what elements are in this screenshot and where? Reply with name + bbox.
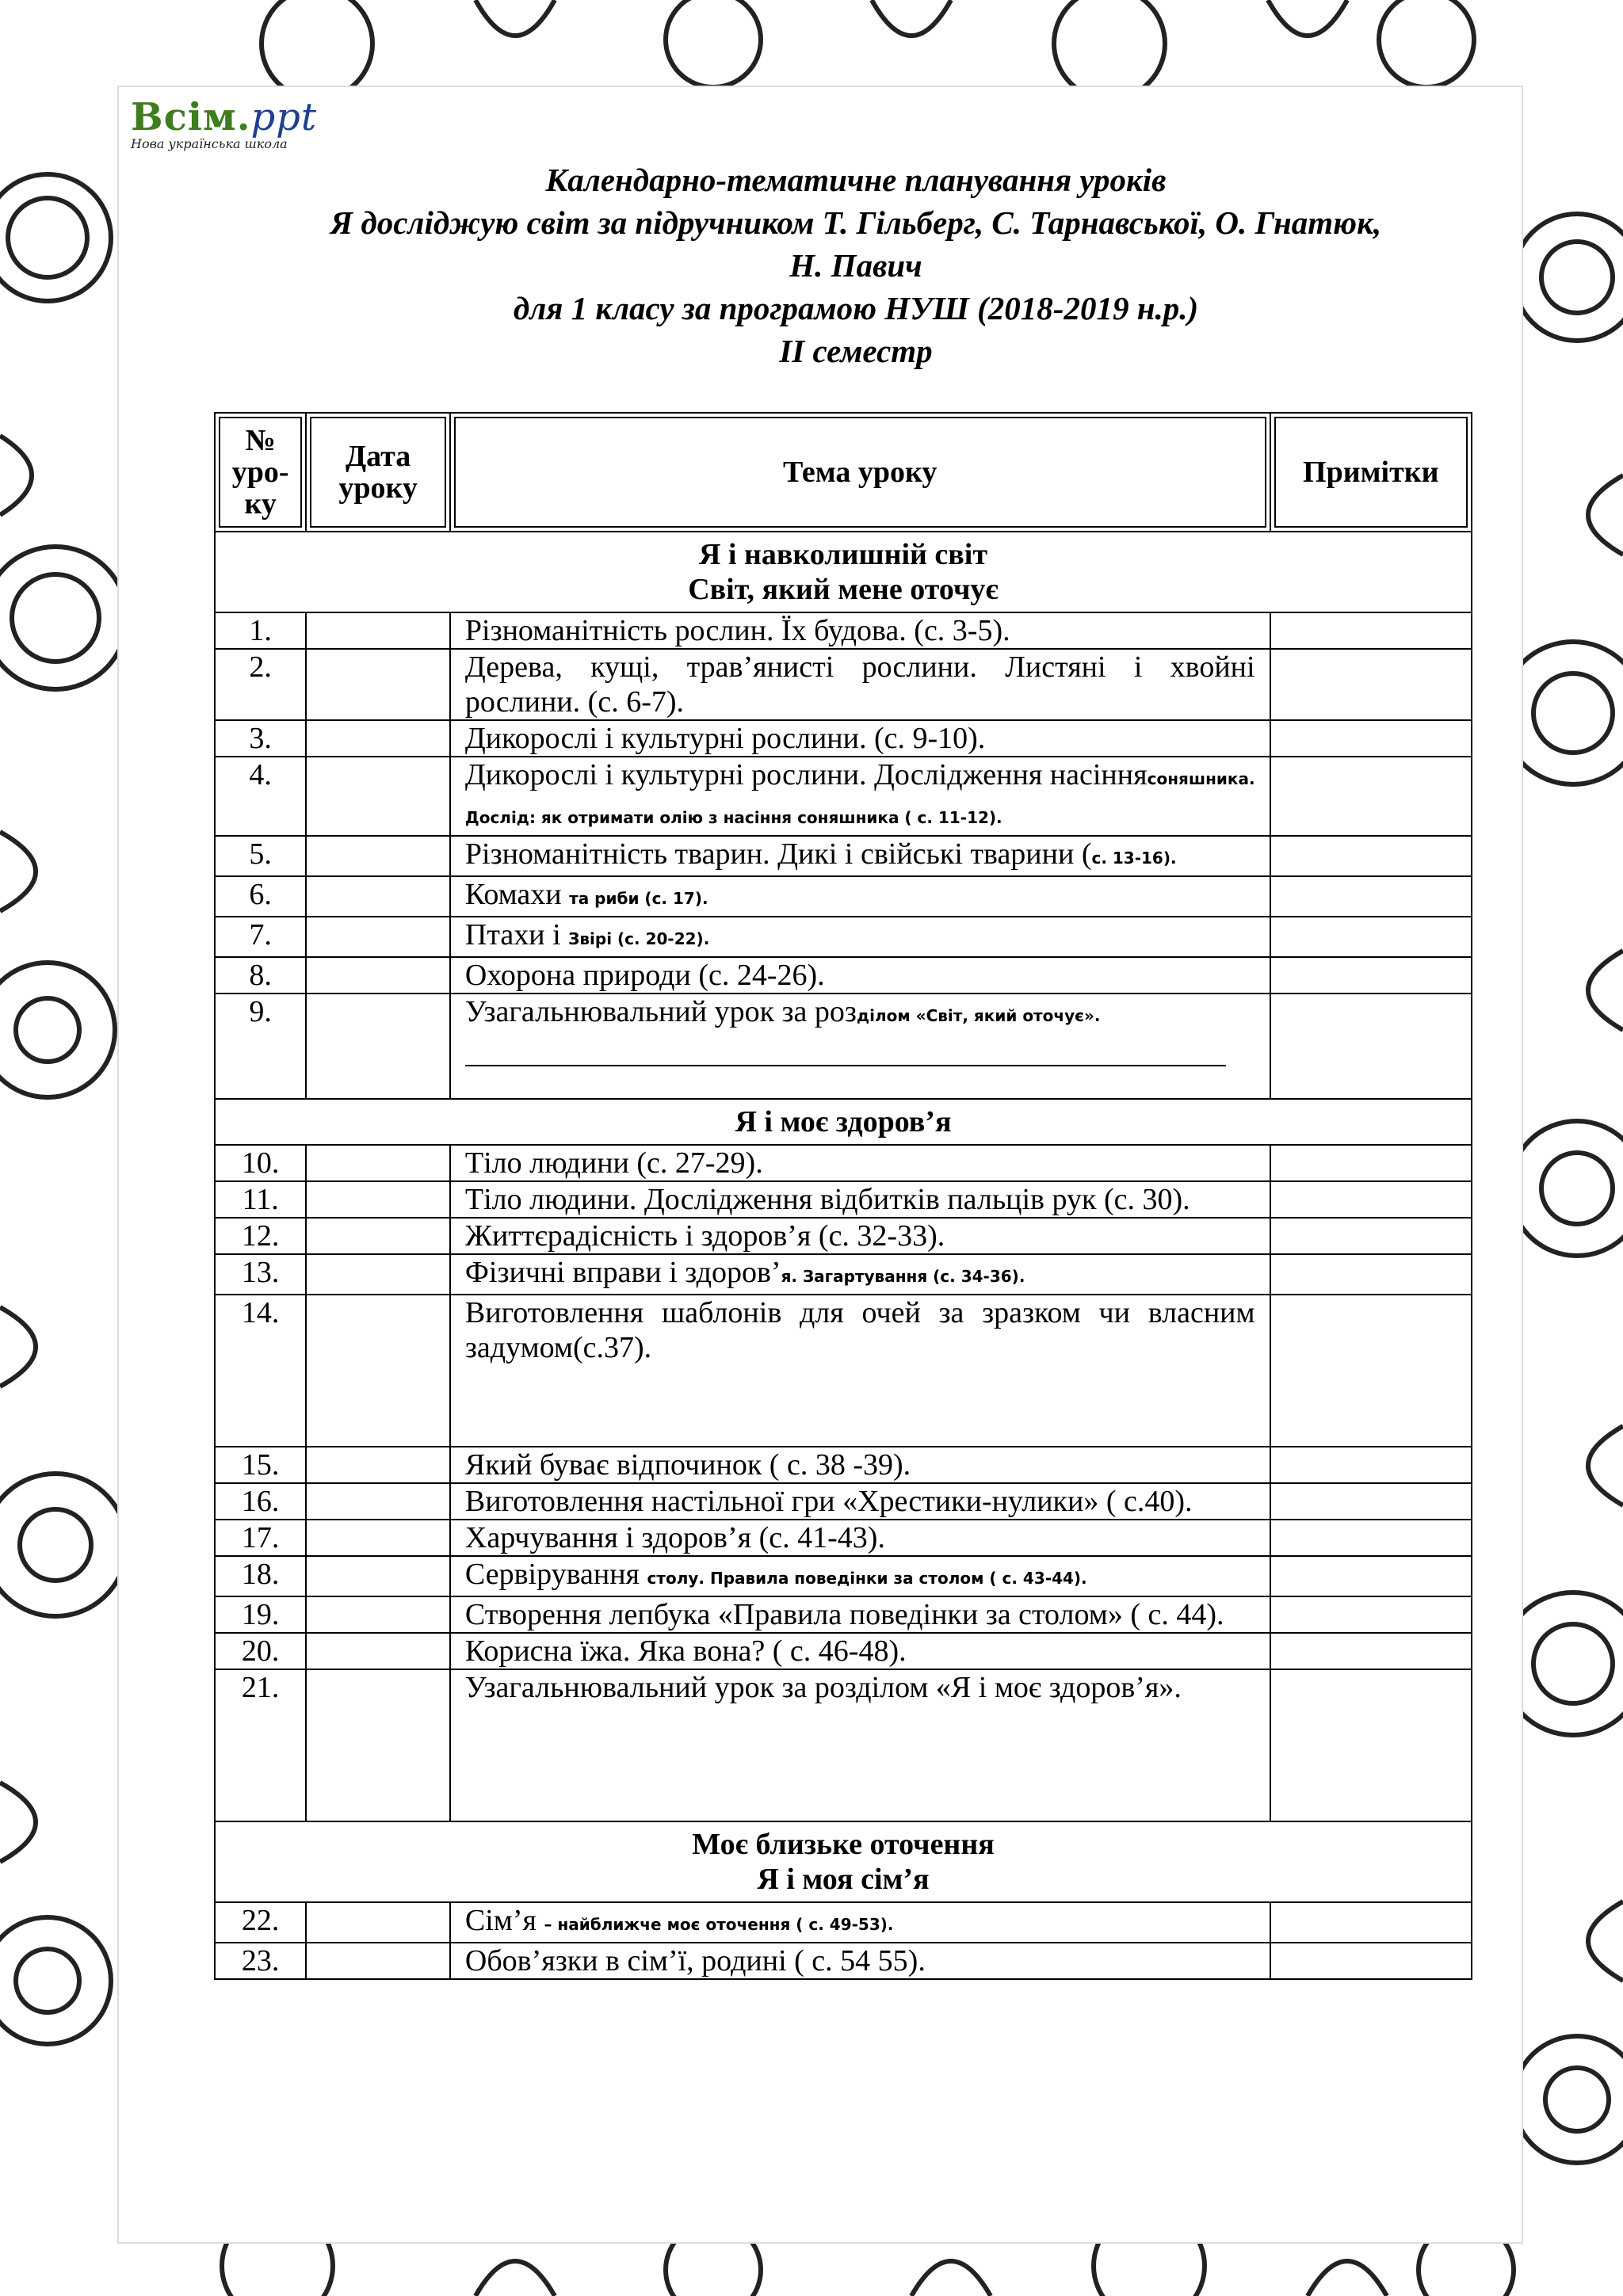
lesson-number: 5.	[215, 836, 306, 876]
table-row	[215, 917, 1472, 957]
table-row	[215, 1943, 1472, 1979]
lesson-number: 4.	[215, 757, 306, 836]
lesson-date	[306, 876, 450, 917]
lesson-topic: Дикорослі і культурні рослини. (с. 9-10).	[450, 720, 1270, 757]
lesson-date	[306, 1181, 450, 1218]
lesson-notes	[1270, 1295, 1472, 1447]
lesson-notes	[1270, 957, 1472, 994]
lesson-date	[306, 612, 450, 649]
lesson-notes	[1270, 994, 1472, 1099]
lesson-topic: Сервірування столу. Правила поведінки за столом ( с. 43-44).	[450, 1556, 1270, 1596]
lesson-notes	[1270, 757, 1472, 836]
document-title	[214, 158, 1498, 372]
lesson-number: 1.	[215, 612, 306, 649]
lesson-topic: Узагальнювальний урок за розділом «Я і моє здоров’я».	[450, 1669, 1270, 1821]
lesson-notes	[1270, 1254, 1472, 1295]
title-line-3: Н. Павич	[789, 247, 922, 284]
lesson-notes	[1270, 1218, 1472, 1254]
lesson-date	[306, 1295, 450, 1447]
lesson-topic: Виготовлення шаблонів для очей за зразком чи власним задумом(с.37).	[450, 1295, 1270, 1447]
section-header-row	[215, 1099, 1472, 1145]
lesson-notes	[1270, 1902, 1472, 1943]
title-line-1: Календарно-тематичне планування уроків	[545, 162, 1167, 198]
lesson-notes	[1270, 1447, 1472, 1483]
lesson-topic: Створення лепбука «Правила поведінки за столом» ( с. 44).	[450, 1596, 1270, 1633]
lesson-topic: Виготовлення настільної гри «Хрестики-нулики» ( с.40).	[450, 1483, 1270, 1520]
lesson-topic: Обов’язки в сім’ї, родині ( с. 54 55).	[450, 1943, 1270, 1979]
lesson-topic: Тіло людини. Дослідження відбитків пальців рук (с. 30).	[450, 1181, 1270, 1218]
header-topic: Тема уроку	[454, 417, 1266, 528]
table-row	[215, 720, 1472, 757]
title-line-2: Я досліджую світ за підручником Т. Гільберг, С. Тарнавської, О. Гнатюк,	[330, 204, 1382, 241]
lesson-date	[306, 1483, 450, 1520]
lesson-notes	[1270, 1520, 1472, 1556]
table-row	[215, 836, 1472, 876]
title-line-4: для 1 класу за програмою НУШ (2018-2019 н.р.)	[513, 290, 1199, 326]
table-row	[215, 994, 1472, 1099]
lesson-date	[306, 1145, 450, 1181]
table-row	[215, 612, 1472, 649]
header-date: Дата уроку	[310, 417, 446, 528]
lesson-number: 14.	[215, 1295, 306, 1447]
lesson-notes	[1270, 1483, 1472, 1520]
lesson-date	[306, 720, 450, 757]
lesson-number: 17.	[215, 1520, 306, 1556]
table-row	[215, 1633, 1472, 1669]
section-header-row	[215, 1821, 1472, 1902]
site-logo: Всім.ppt Нова українська школа	[131, 95, 318, 151]
lesson-topic: Життєрадісність і здоров’я (с. 32-33).	[450, 1218, 1270, 1254]
lesson-number: 9.	[215, 994, 306, 1099]
lesson-topic: Різноманітність рослин. Їх будова. (с. 3-5).	[450, 612, 1270, 649]
table-row	[215, 1596, 1472, 1633]
lesson-date	[306, 757, 450, 836]
table-row	[215, 1447, 1472, 1483]
lesson-number: 18.	[215, 1556, 306, 1596]
lesson-date	[306, 917, 450, 957]
lesson-number: 16.	[215, 1483, 306, 1520]
lesson-date	[306, 994, 450, 1099]
lesson-notes	[1270, 1556, 1472, 1596]
lesson-number: 8.	[215, 957, 306, 994]
lesson-date	[306, 1902, 450, 1943]
lesson-number: 22.	[215, 1902, 306, 1943]
table-row	[215, 1669, 1472, 1821]
lesson-number: 15.	[215, 1447, 306, 1483]
lesson-topic: Дерева, кущі, трав’янисті рослини. Листяні і хвойні рослини. (с. 6-7).	[450, 649, 1270, 720]
lesson-notes	[1270, 1181, 1472, 1218]
section-title: Моє близьке оточення Я і моя сім’я	[215, 1821, 1472, 1902]
lesson-topic: Різноманітність тварин. Дикі і свійські тварини (с. 13-16).	[450, 836, 1270, 876]
section-header-row	[215, 532, 1472, 612]
lesson-date	[306, 1520, 450, 1556]
lesson-number: 12.	[215, 1218, 306, 1254]
table-row	[215, 1520, 1472, 1556]
lesson-notes	[1270, 836, 1472, 876]
lesson-number: 7.	[215, 917, 306, 957]
lesson-number: 6.	[215, 876, 306, 917]
lesson-date	[306, 1669, 450, 1821]
lesson-number: 10.	[215, 1145, 306, 1181]
lesson-date	[306, 649, 450, 720]
table-row	[215, 957, 1472, 994]
table-row	[215, 1145, 1472, 1181]
lesson-date	[306, 836, 450, 876]
lesson-number: 19.	[215, 1596, 306, 1633]
lesson-notes	[1270, 1943, 1472, 1979]
lesson-notes	[1270, 917, 1472, 957]
lesson-topic: Сім’я – найближче моє оточення ( с. 49-53).	[450, 1902, 1270, 1943]
lesson-date	[306, 1596, 450, 1633]
table-row	[215, 1254, 1472, 1295]
lesson-notes	[1270, 649, 1472, 720]
table-row	[215, 1181, 1472, 1218]
lesson-date	[306, 1633, 450, 1669]
table-row	[215, 1483, 1472, 1520]
lesson-notes	[1270, 1669, 1472, 1821]
lesson-notes	[1270, 876, 1472, 917]
lesson-topic: Харчування і здоров’я (с. 41-43).	[450, 1520, 1270, 1556]
table-row	[215, 1295, 1472, 1447]
lesson-number: 13.	[215, 1254, 306, 1295]
lesson-topic: Який буває відпочинок ( с. 38 -39).	[450, 1447, 1270, 1483]
lesson-number: 11.	[215, 1181, 306, 1218]
lesson-topic: Комахи та риби (с. 17).	[450, 876, 1270, 917]
lesson-notes	[1270, 720, 1472, 757]
lesson-number: 2.	[215, 649, 306, 720]
lesson-date	[306, 1447, 450, 1483]
lesson-topic: Тіло людини (с. 27-29).	[450, 1145, 1270, 1181]
document-page	[119, 87, 1522, 2242]
table-row	[215, 1556, 1472, 1596]
header-notes: Примітки	[1274, 417, 1468, 528]
lesson-topic: Фізичні вправи і здоров’я. Загартування (с. 34-36).	[450, 1254, 1270, 1295]
section-title: Я і навколишній світ Світ, який мене оточує	[215, 532, 1472, 612]
lesson-number: 3.	[215, 720, 306, 757]
table-header-row	[215, 413, 1472, 532]
lesson-date	[306, 1943, 450, 1979]
table-row	[215, 1218, 1472, 1254]
lesson-topic: Дикорослі і культурні рослини. Дослідження насіннясоняшника. Дослід: як отримати олію з насіння соняшника ( с. 11-12).	[450, 757, 1270, 836]
lesson-topic: Птахи і Звірі (с. 20-22).	[450, 917, 1270, 957]
lesson-topic: Охорона природи (с. 24-26).	[450, 957, 1270, 994]
lesson-number: 20.	[215, 1633, 306, 1669]
table-row	[215, 757, 1472, 836]
lesson-date	[306, 1556, 450, 1596]
table-row	[215, 649, 1472, 720]
lesson-topic: Корисна їжа. Яка вона? ( с. 46-48).	[450, 1633, 1270, 1669]
lesson-number: 23.	[215, 1943, 306, 1979]
section-title: Я і моє здоров’я	[215, 1099, 1472, 1145]
lesson-date	[306, 1218, 450, 1254]
table-row	[215, 876, 1472, 917]
title-line-5: ІІ семестр	[779, 333, 933, 369]
header-num: № уро-ку	[219, 417, 302, 528]
lesson-notes	[1270, 1633, 1472, 1669]
lesson-number: 21.	[215, 1669, 306, 1821]
lesson-topic: Узагальнювальний урок за розділом «Світ, який оточує».	[450, 994, 1270, 1099]
table-row	[215, 1902, 1472, 1943]
lesson-notes	[1270, 612, 1472, 649]
lesson-notes	[1270, 1596, 1472, 1633]
lesson-date	[306, 1254, 450, 1295]
lesson-notes	[1270, 1145, 1472, 1181]
lesson-plan-table	[214, 412, 1472, 1980]
lesson-date	[306, 957, 450, 994]
